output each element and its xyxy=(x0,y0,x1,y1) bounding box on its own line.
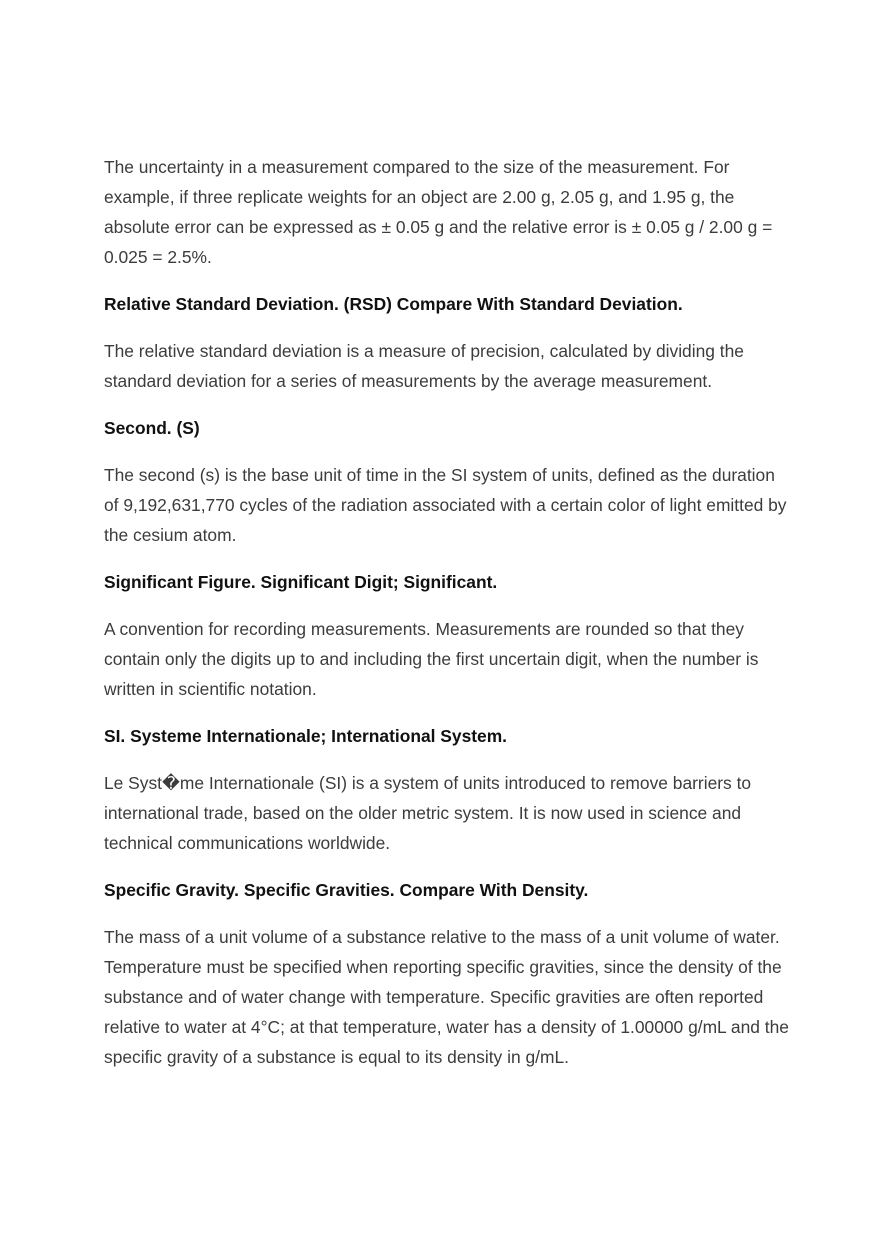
entry-title-significant-figure: Significant Figure. Significant Digit; Significant. xyxy=(104,572,498,592)
document-page xyxy=(104,152,794,1089)
entry-title-specific-gravity: Specific Gravity. Specific Gravities. Compare With Density. xyxy=(104,880,589,900)
entry-text-si: Le Syst�me Internationale (SI) is a system of units introduced to remove barriers to international trade, based on the older metric system. It is now used in science and technical communications worldwide. xyxy=(104,773,752,853)
entry-text-rsd: The relative standard deviation is a measure of precision, calculated by dividing the standard deviation for a series of measurements by the average measurement. xyxy=(104,341,744,391)
entry-text-specific-gravity: The mass of a unit volume of a substance relative to the mass of a unit volume of water. Temperature must be specified when reporting specific gravities, since the density of the substance and of water change with temperature. Specific gravities are often reported relative to water at 4°C; at that temperature, water has a density of 1.00000 g/mL and the specific gravity of a substance is equal to its density in g/mL. xyxy=(104,927,789,1067)
entry-title-rsd: Relative Standard Deviation. (RSD) Compare With Standard Deviation. xyxy=(104,294,683,314)
entry-text-significant-figure: A convention for recording measurements. Measurements are rounded so that they contain only the digits up to and including the first uncertain digit, when the number is written in scientific notation. xyxy=(104,619,759,699)
entry-title-si: SI. Systeme Internationale; International System. xyxy=(104,726,507,746)
entry-text-second: The second (s) is the base unit of time in the SI system of units, defined as the duration of 9,192,631,770 cycles of the radiation associated with a certain color of light emitted by the cesium atom. xyxy=(104,465,787,545)
intro-paragraph: The uncertainty in a measurement compared to the size of the measurement. For example, if three replicate weights for an object are 2.00 g, 2.05 g, and 1.95 g, the absolute error can be expressed as ± 0.05 g and the relative error is ± 0.05 g / 2.00 g = 0.025 = 2.5%. xyxy=(104,157,773,267)
entry-title-second: Second. (S) xyxy=(104,418,200,438)
